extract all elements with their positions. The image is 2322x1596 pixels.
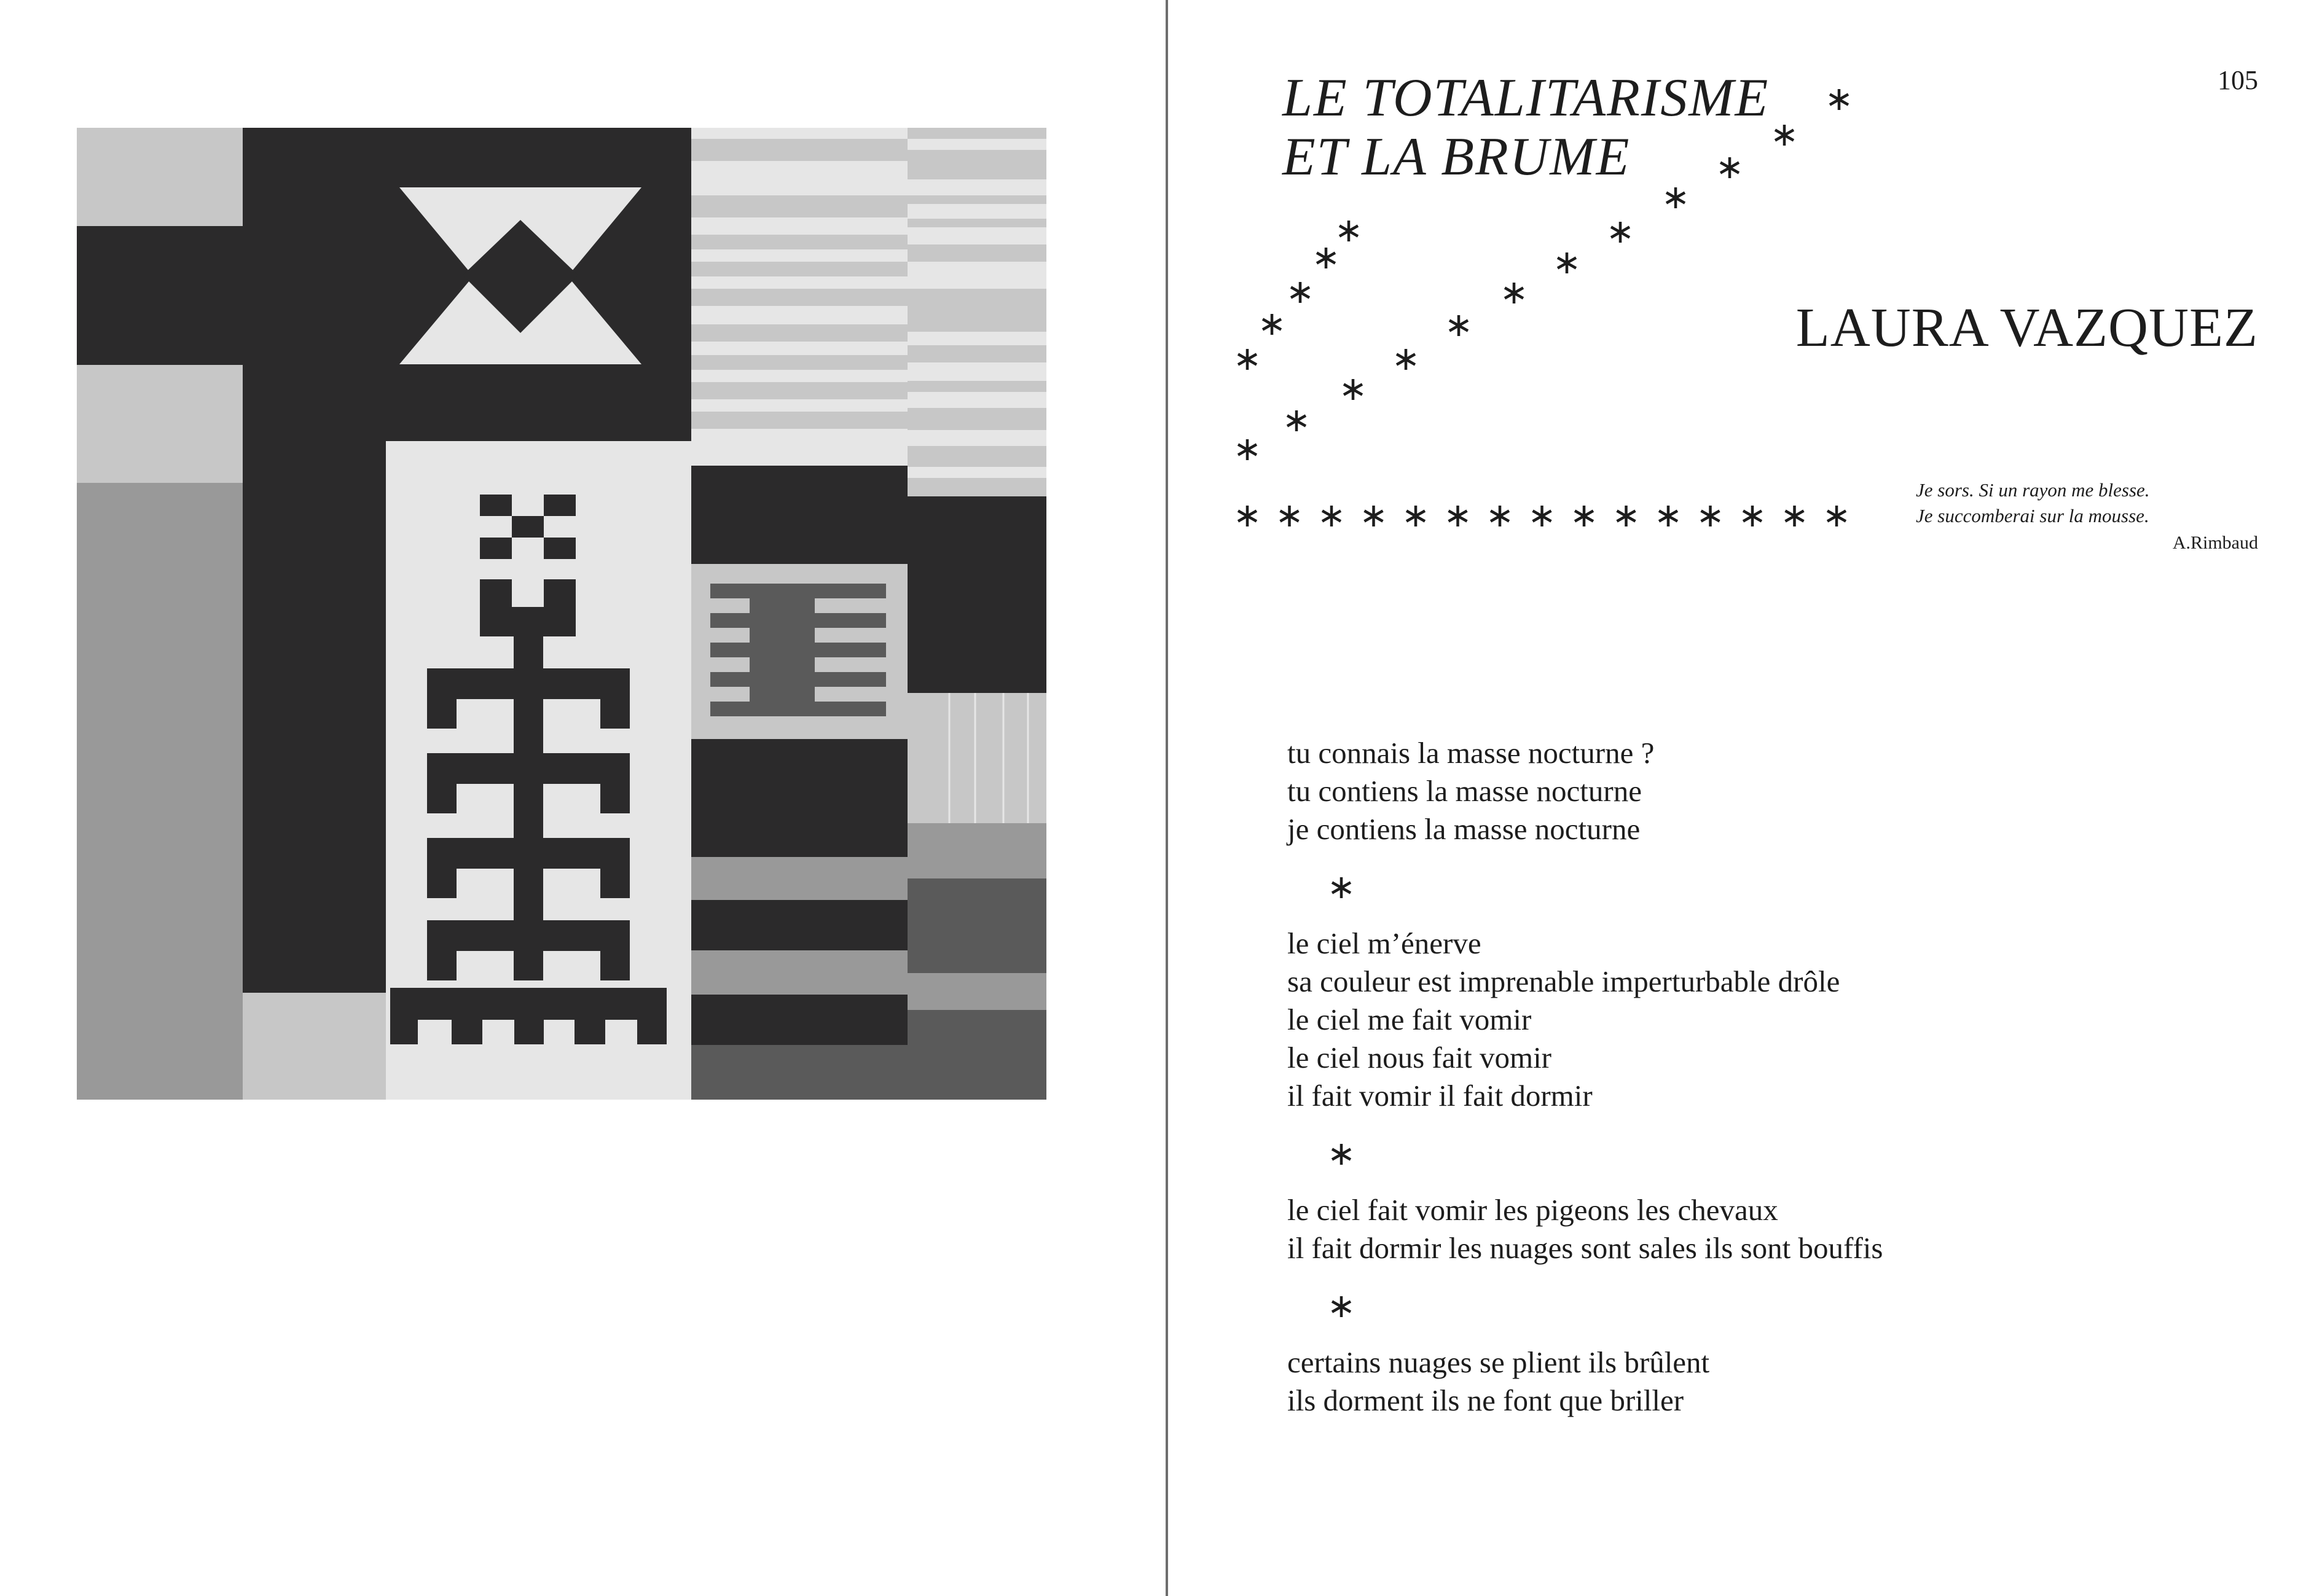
asterisk-icon xyxy=(1344,379,1362,400)
poem-line: tu connais la masse nocturne ? xyxy=(1287,736,1655,770)
art-block xyxy=(691,900,908,950)
asterisk-icon xyxy=(1666,187,1685,208)
asterisk-icon xyxy=(1329,1142,1354,1167)
asterisk-icon xyxy=(1329,875,1354,900)
art-block xyxy=(243,441,386,993)
art-block xyxy=(908,878,1046,973)
asterisk-icon xyxy=(1786,506,1804,526)
poem-line: le ciel me fait vomir xyxy=(1287,1003,1532,1036)
asterisk-icon xyxy=(1558,252,1576,273)
asterisk-icon xyxy=(1827,506,1846,526)
art-block xyxy=(908,973,1046,1010)
stanza-separator xyxy=(1287,1267,2209,1344)
poem-line: il fait vomir il fait dormir xyxy=(1287,1079,1593,1113)
asterisk-icon xyxy=(1611,222,1630,243)
poem-line: certains nuages se plient ils brûlent xyxy=(1287,1345,1710,1379)
stanza-separator xyxy=(1287,848,2209,925)
poem-line: je contiens la masse nocturne xyxy=(1287,812,1641,846)
epigraph xyxy=(1916,477,2258,556)
stanza xyxy=(1287,734,2209,848)
asterisk-icon xyxy=(1238,349,1257,370)
asterisk-icon xyxy=(1263,314,1281,335)
poem-title-line: LE TOTALITARISME xyxy=(1282,68,1770,128)
stanza-separator xyxy=(1287,1115,2209,1191)
asterisk-icon xyxy=(1720,157,1739,178)
asterisk-icon xyxy=(1365,506,1383,526)
asterisk-icon xyxy=(1491,506,1509,526)
poem-line: le ciel m’énerve xyxy=(1287,926,1481,960)
art-block xyxy=(908,1010,1046,1100)
asterisk-icon xyxy=(1397,349,1415,370)
poem-line: sa couleur est imprenable imperturbable drôle xyxy=(1287,964,1840,998)
page-number: 105 xyxy=(2218,65,2258,95)
poem-body xyxy=(1287,734,2209,1420)
stanza xyxy=(1287,925,2209,1115)
art-block xyxy=(77,365,243,483)
asterisk-icon xyxy=(1830,89,1848,110)
epigraph-line: Je sors. Si un rayon me blesse. xyxy=(1916,479,2150,501)
art-block xyxy=(908,693,1046,823)
art-block xyxy=(691,995,908,1045)
asterisk-icon xyxy=(1449,315,1468,336)
asterisk-icon xyxy=(1322,506,1341,526)
poem-title-line: ET LA BRUME xyxy=(1282,127,1631,187)
asterisk-icon xyxy=(1617,506,1636,526)
asterisk-icon xyxy=(1329,1294,1354,1319)
stanza xyxy=(1287,1191,2209,1267)
asterisk-icon xyxy=(1339,221,1358,241)
poem-line: le ciel fait vomir les pigeons les chevaux xyxy=(1287,1193,1778,1227)
art-block xyxy=(77,483,243,1100)
asterisk-icon xyxy=(1659,506,1677,526)
asterisk-icon xyxy=(1238,506,1257,526)
poem-line: tu contiens la masse nocturne xyxy=(1287,774,1642,808)
asterisk-icon xyxy=(1743,506,1762,526)
asterisk-icon xyxy=(1775,125,1794,146)
stanza xyxy=(1287,1344,2209,1420)
asterisk-icon xyxy=(1291,282,1309,303)
page-gutter xyxy=(1166,0,1168,1596)
poem-line: le ciel nous fait vomir xyxy=(1287,1041,1551,1074)
art-block xyxy=(243,993,386,1100)
asterisk-icon xyxy=(1317,248,1335,268)
asterisk-icon xyxy=(1287,410,1306,431)
asterisk-icon xyxy=(1575,506,1593,526)
art-block xyxy=(691,466,908,564)
art-block xyxy=(908,496,1046,693)
asterisk-icon xyxy=(1533,506,1551,526)
art-block xyxy=(691,739,908,857)
art-block xyxy=(691,857,908,900)
geometric-textile-artwork xyxy=(77,128,1046,1100)
asterisk-icon xyxy=(1449,506,1467,526)
art-block xyxy=(691,1045,908,1100)
epigraph-attribution: A.Rimbaud xyxy=(2172,533,2258,553)
poem-line: il fait dormir les nuages sont sales ils sont bouffis xyxy=(1287,1231,1883,1265)
asterisk-icon xyxy=(1238,439,1257,460)
asterisk-icon xyxy=(1406,506,1425,526)
asterisk-icon xyxy=(1505,283,1523,303)
art-block xyxy=(691,950,908,995)
asterisk-icon xyxy=(1281,506,1299,526)
poem-line: ils dorment ils ne font que briller xyxy=(1287,1383,1684,1417)
art-block xyxy=(77,128,243,226)
art-block xyxy=(908,823,1046,878)
asterisk-icon xyxy=(1701,506,1720,526)
author-name: LAURA VAZQUEZ xyxy=(1795,297,2258,358)
art-block xyxy=(77,226,243,365)
epigraph-line: Je succomberai sur la mousse. xyxy=(1916,505,2149,526)
